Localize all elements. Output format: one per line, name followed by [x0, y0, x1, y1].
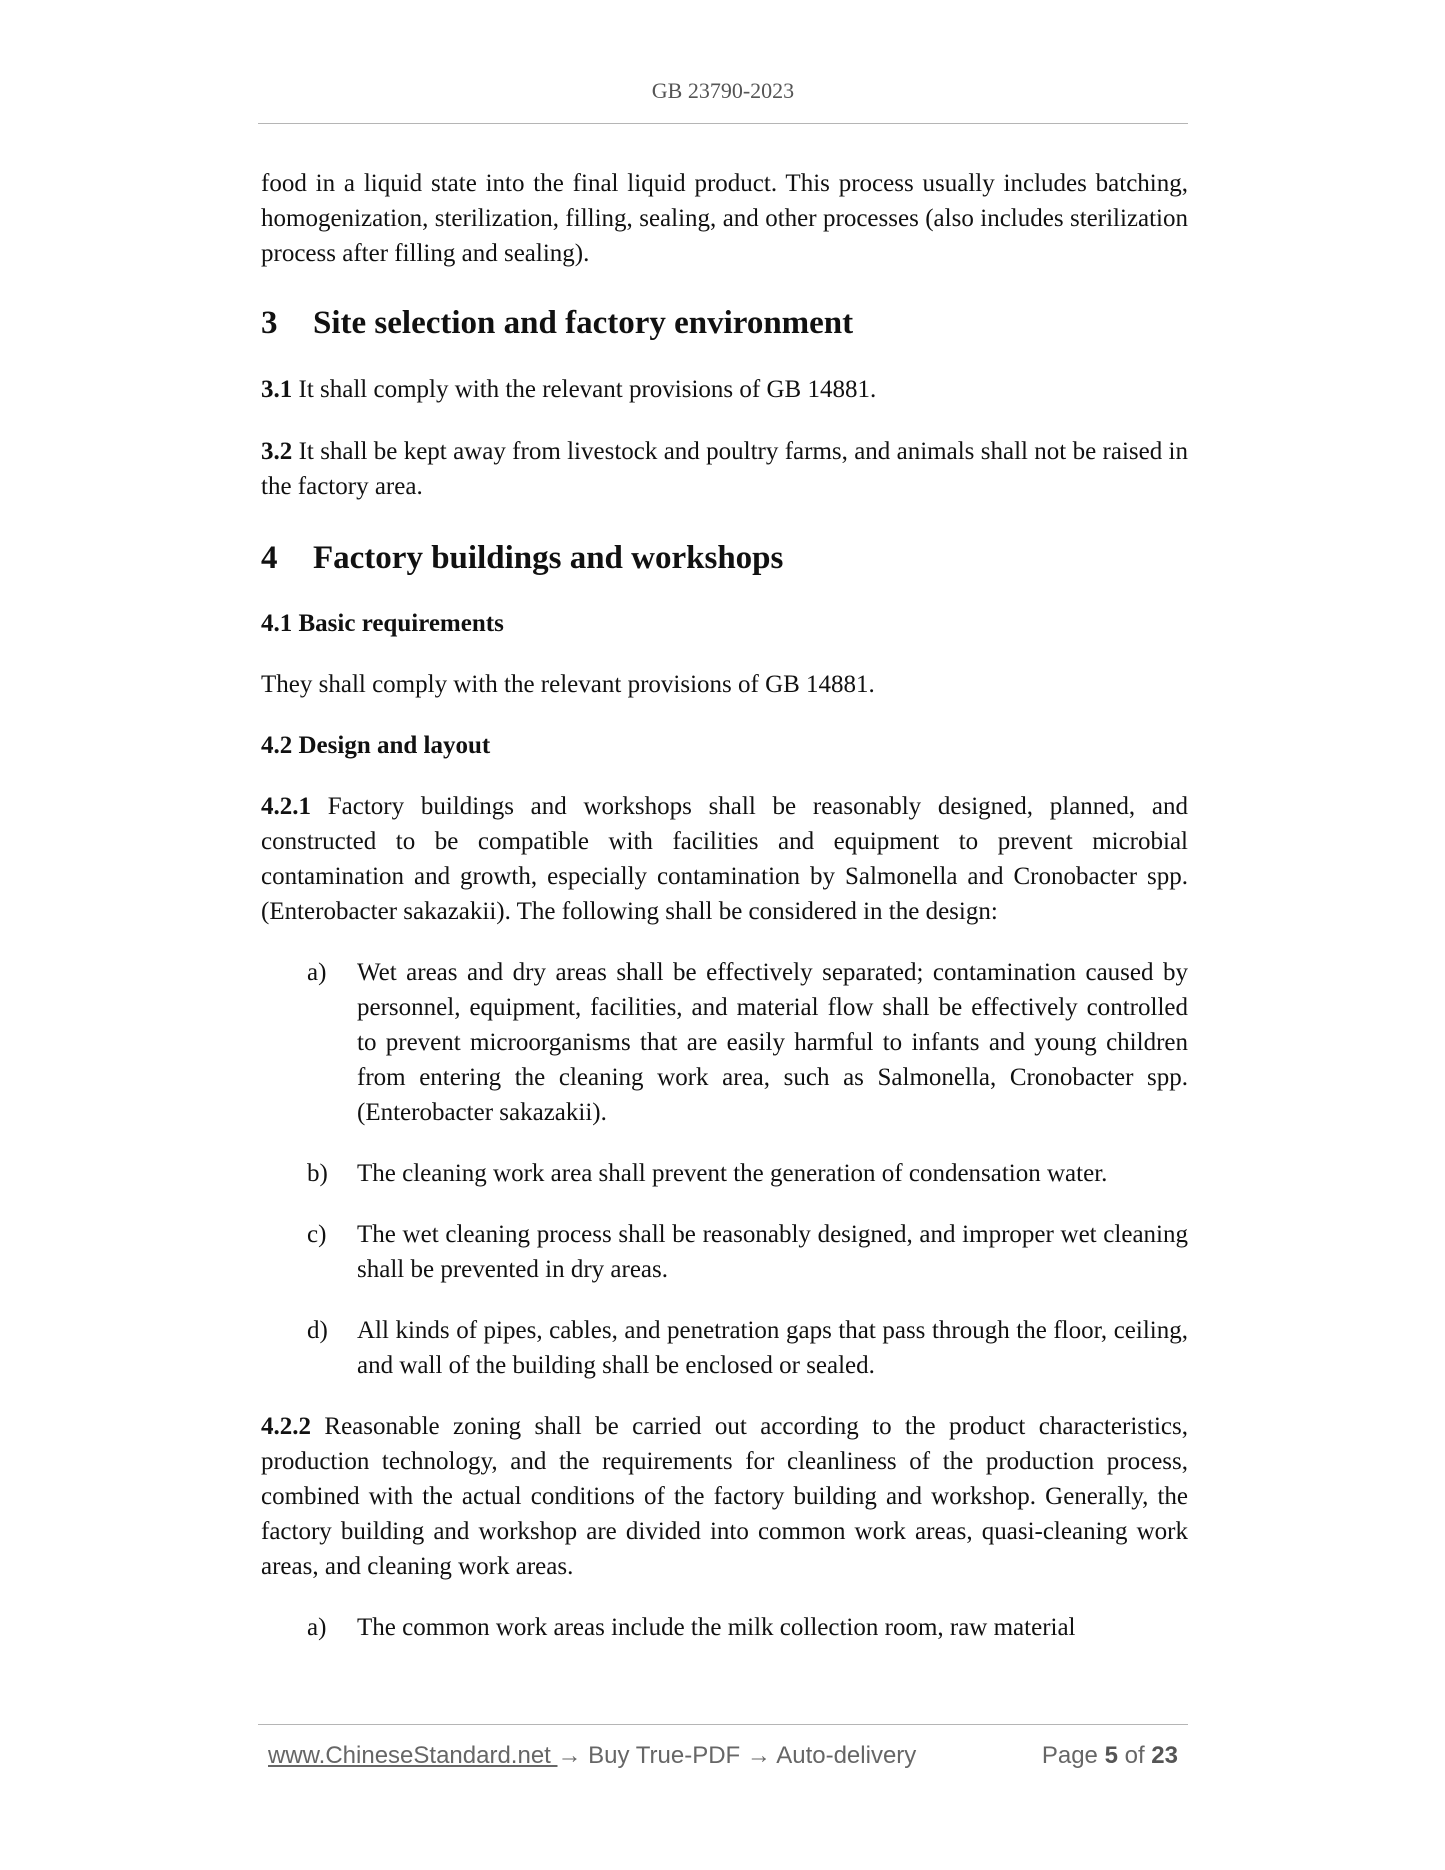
clause-3-1-number: 3.1	[261, 376, 293, 403]
page-header: GB 23790-2023	[651, 78, 795, 103]
clause-4-2-2	[261, 1409, 1188, 1584]
page-footer	[268, 1742, 1178, 1778]
page-word: Page	[1041, 1742, 1098, 1769]
clause-4-2-2-text: Reasonable zoning shall be carried out according to the product characteristics, production technology, and the requirements for cleanliness of the production process, combined with the actual conditions of the factory building and workshop. Generally, the factory building and workshop are divided into common work areas, quasi-cleaning work areas, and cleaning work areas.	[261, 1413, 1188, 1580]
clause-4-2-2-number: 4.2.2	[261, 1413, 311, 1440]
clause-3-2	[261, 434, 1188, 504]
list-item-text: The cleaning work area shall prevent the generation of condensation water.	[357, 1160, 1108, 1187]
clause-4-2-1	[261, 789, 1188, 929]
intro-paragraph: food in a liquid state into the final liquid product. This process usually includes batching, homogenization, sterilization, filling, sealing, and other processes (also includes sterilization process after filling and sealing).	[261, 170, 1188, 267]
list-item	[261, 1610, 1188, 1645]
section-4-heading	[261, 538, 1188, 578]
of-word: of	[1124, 1742, 1145, 1769]
list-item-text: The common work areas include the milk collection room, raw material	[357, 1614, 1076, 1641]
list-item-text: All kinds of pipes, cables, and penetration gaps that pass through the floor, ceiling, and wall of the building shall be enclosed or sealed.	[357, 1317, 1188, 1379]
current-page-number: 5	[1104, 1742, 1118, 1769]
footer-links	[268, 1742, 916, 1770]
clause-4-2-2-list	[261, 1610, 1188, 1645]
list-item-marker: b)	[307, 1160, 328, 1187]
footer-rule	[258, 1724, 1188, 1725]
list-item	[261, 1156, 1188, 1191]
clause-4-2-1-list	[261, 955, 1188, 1383]
page-content	[261, 166, 1188, 1645]
list-item-text: Wet areas and dry areas shall be effectively separated; contamination caused by personnel, equipment, facilities, and material flow shall be effectively controlled to prevent microorganisms that are easily harmful to infants and young children from entering the cleaning work area, such as Salmonella, Cronobacter spp. (Enterobacter sakazakii).	[357, 959, 1188, 1126]
total-pages-number: 23	[1151, 1742, 1178, 1769]
subsection-4-1-text: They shall comply with the relevant provisions of GB 14881.	[261, 671, 875, 698]
clause-3-1	[261, 372, 1188, 407]
list-item	[261, 1217, 1188, 1287]
clause-4-2-1-number: 4.2.1	[261, 793, 311, 820]
list-item-text: The wet cleaning process shall be reasonably designed, and improper wet cleaning shall be prevented in dry areas.	[357, 1221, 1188, 1283]
clause-3-1-text: It shall comply with the relevant provisions of GB 14881.	[292, 376, 877, 403]
site-link[interactable]: www.ChineseStandard.net	[268, 1742, 558, 1769]
page-indicator	[1042, 1742, 1178, 1770]
list-item-marker: a)	[307, 1614, 327, 1641]
clause-4-2-1-text: Factory buildings and workshops shall be reasonably designed, planned, and constructed to be compatible with facilities and equipment to prevent microbial contamination and growth, especially contamination by Salmonella and Cronobacter spp. (Enterobacter sakazakii). The following shall be considered in the design:	[261, 793, 1188, 925]
section-4-number: 4	[261, 540, 278, 576]
footer-purchase-text[interactable]: → Buy True-PDF → Auto-delivery	[557, 1742, 917, 1769]
section-3-heading	[261, 303, 1188, 343]
clause-3-2-text: It shall be kept away from livestock and poultry farms, and animals shall not be raised in the factory area.	[261, 438, 1188, 500]
header-rule	[258, 123, 1188, 124]
section-3-title: Site selection and factory environment	[313, 305, 854, 341]
list-item	[261, 955, 1188, 1130]
list-item-marker: c)	[307, 1221, 327, 1248]
list-item-marker: a)	[307, 959, 327, 986]
subsection-4-1-heading: 4.1 Basic requirements	[261, 610, 504, 637]
list-item	[261, 1313, 1188, 1383]
clause-3-2-number: 3.2	[261, 438, 293, 465]
subsection-4-2-heading: 4.2 Design and layout	[261, 732, 491, 759]
list-item-marker: d)	[307, 1317, 328, 1344]
section-4-title: Factory buildings and workshops	[313, 540, 784, 576]
section-3-number: 3	[261, 305, 278, 341]
